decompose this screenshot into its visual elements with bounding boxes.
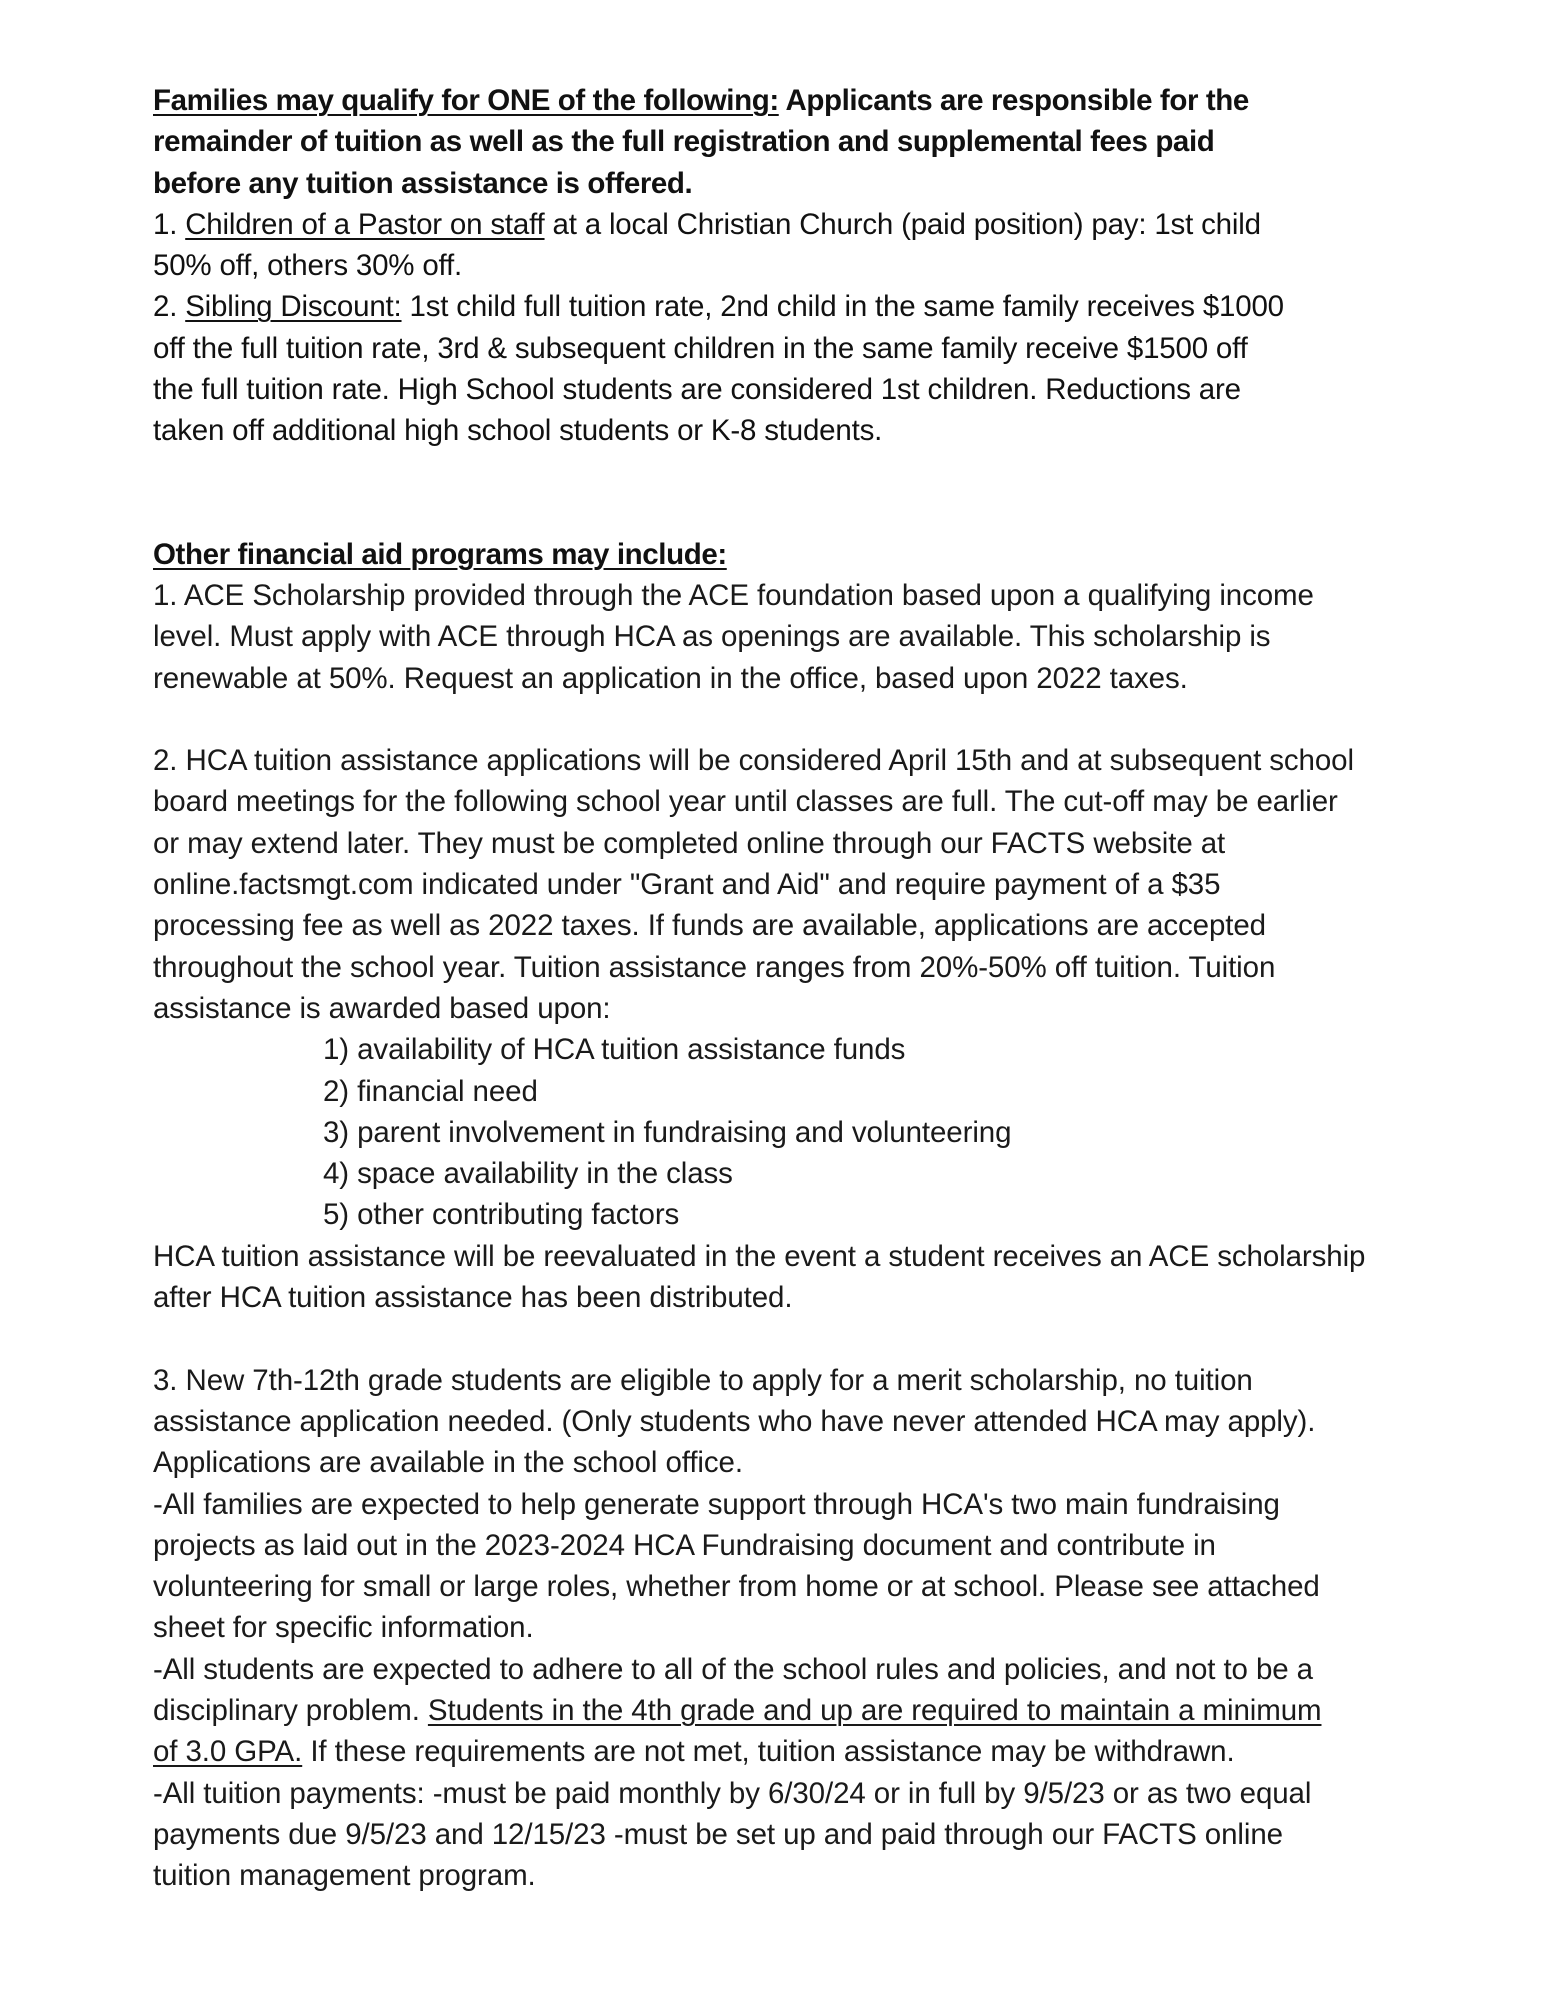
payments-paragraph — [153, 1773, 1353, 1897]
hca-line: or may extend later. They must be completed online through our FACTS website at — [153, 826, 1226, 860]
paragraph-spacer — [153, 699, 1353, 740]
criteria-item: 5) other contributing factors — [323, 1198, 680, 1232]
payments-line: payments due 9/5/23 and 12/15/23 -must be set up and paid through our FACTS online — [153, 1817, 1283, 1851]
families-expectation-paragraph — [153, 1484, 1353, 1649]
hca-line: board meetings for the following school year until classes are full. The cut-off may be earlier — [153, 785, 1338, 819]
sibling-discount-line-1 — [153, 286, 1353, 327]
criteria-item: 3) parent involvement in fundraising and volunteering — [323, 1115, 1012, 1149]
criteria-item: 1) availability of HCA tuition assistance funds — [323, 1033, 906, 1067]
paragraph-spacer — [153, 1318, 1353, 1359]
ace-line: renewable at 50%. Request an application in the office, based upon 2022 taxes. — [153, 661, 1188, 695]
pastor-discount-line-2: 50% off, others 30% off. — [153, 249, 462, 283]
qualify-heading-line-3: before any tuition assistance is offered. — [153, 166, 693, 200]
sibling-discount-label: Sibling Discount: — [185, 290, 402, 324]
families-line: volunteering for small or large roles, whether from home or at school. Please see attached — [153, 1570, 1320, 1604]
families-line: sheet for specific information. — [153, 1611, 534, 1645]
pastor-discount-text: at a local Christian Church (paid position) pay: 1st child — [544, 207, 1261, 241]
families-line: -All families are expected to help generate support through HCA's two main fundraising — [153, 1487, 1280, 1521]
reevaluation-line: HCA tuition assistance will be reevaluated in the event a student receives an ACE scholarship — [153, 1239, 1366, 1273]
merit-scholarship-paragraph — [153, 1360, 1353, 1484]
students-expectation-paragraph — [153, 1649, 1353, 1773]
criteria-item: 2) financial need — [323, 1074, 538, 1108]
qualify-heading-line-1 — [153, 80, 1353, 121]
qualify-heading-underlined: Families may qualify for ONE of the following: — [153, 84, 779, 117]
ace-line: level. Must apply with ACE through HCA as openings are available. This scholarship is — [153, 620, 1271, 654]
qualify-heading-rest: Applicants are responsible for the — [778, 84, 1249, 117]
pastor-discount-line-1 — [153, 204, 1353, 245]
students-line-1: -All students are expected to adhere to all of the school rules and policies, and not to be a — [153, 1652, 1313, 1686]
hca-line: throughout the school year. Tuition assistance ranges from 20%-50% off tuition. Tuition — [153, 950, 1276, 984]
sibling-discount-text: 1st child full tuition rate, 2nd child in the same family receives $1000 — [401, 290, 1284, 324]
ace-scholarship-paragraph — [153, 575, 1353, 699]
sibling-discount-line-2: off the full tuition rate, 3rd & subsequent children in the same family receive $1500 off — [153, 331, 1248, 365]
merit-line: 3. New 7th-12th grade students are eligible to apply for a merit scholarship, no tuition — [153, 1363, 1253, 1397]
students-line-3-rest: If these requirements are not met, tuition assistance may be withdrawn. — [302, 1735, 1235, 1769]
gpa-requirement-underlined: Students in the 4th grade and up are required to maintain a minimum — [427, 1693, 1322, 1727]
other-aid-heading — [153, 534, 1353, 575]
merit-line: assistance application needed. (Only students who have never attended HCA may apply). — [153, 1404, 1316, 1438]
sibling-discount-line-3: the full tuition rate. High School students are considered 1st children. Reductions are — [153, 373, 1241, 407]
hca-line: 2. HCA tuition assistance applications will be considered April 15th and at subsequent school — [153, 744, 1354, 778]
gpa-requirement-underlined-end: of 3.0 GPA. — [153, 1735, 303, 1769]
document-page — [153, 80, 1366, 1896]
sibling-discount-number: 2. — [153, 290, 186, 324]
section-spacer — [153, 452, 1353, 534]
families-line: projects as laid out in the 2023-2024 HCA Fundraising document and contribute in — [153, 1528, 1216, 1562]
merit-line: Applications are available in the school office. — [153, 1446, 743, 1480]
pastor-discount-label: Children of a Pastor on staff — [185, 207, 545, 241]
payments-line: tuition management program. — [153, 1859, 536, 1893]
students-line-2-plain: disciplinary problem. — [153, 1693, 428, 1727]
students-line-3 — [153, 1731, 1353, 1772]
reevaluation-line: after HCA tuition assistance has been distributed. — [153, 1281, 793, 1315]
payments-line: -All tuition payments: -must be paid monthly by 6/30/24 or in full by 9/5/23 or as two equal — [153, 1776, 1312, 1810]
hca-line: online.factsmgt.com indicated under "Grant and Aid" and require payment of a $35 — [153, 868, 1221, 902]
students-line-2 — [153, 1690, 1353, 1731]
hca-line: processing fee as well as 2022 taxes. If funds are available, applications are accepted — [153, 909, 1266, 943]
sibling-discount-line-4: taken off additional high school students or K-8 students. — [153, 414, 883, 448]
assistance-criteria-list — [153, 1029, 1353, 1235]
reevaluation-paragraph — [153, 1236, 1366, 1319]
other-aid-heading-text: Other financial aid programs may include: — [153, 537, 727, 571]
ace-line: 1. ACE Scholarship provided through the ACE foundation based upon a qualifying income — [153, 578, 1314, 612]
pastor-discount-number: 1. — [153, 207, 186, 241]
hca-assistance-paragraph — [153, 740, 1353, 1029]
hca-line: assistance is awarded based upon: — [153, 991, 611, 1025]
qualify-heading-line-2: remainder of tuition as well as the full registration and supplemental fees paid — [153, 125, 1215, 159]
criteria-item: 4) space availability in the class — [323, 1157, 733, 1191]
